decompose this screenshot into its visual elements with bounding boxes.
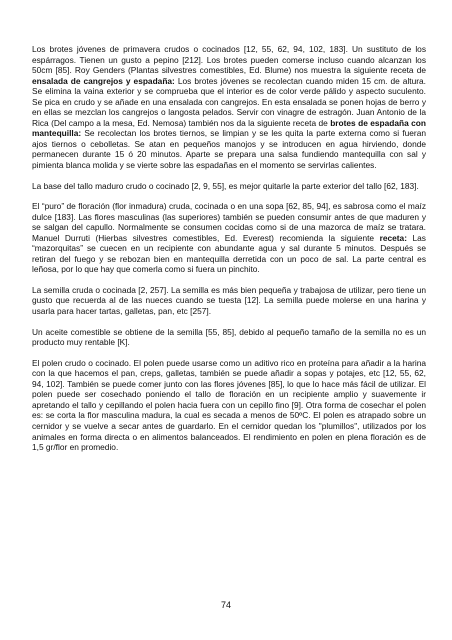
paragraph [32, 327, 426, 348]
text-segment: Los brotes jóvenes de primavera crudos o cocinados [12, 55, 62, 94, 102, 183]. Un sustituto de los espárragos. Tienen un gusto a pepino [212]. Los brotes pueden comerse incluso cuando alcanzan los 50cm [85]. Roy Genders (Plantas silvestres comestibles, Ed. Blume) nos muestra la siguiente receta de [32, 44, 426, 76]
text-segment: Un aceite comestible se obtiene de la semilla [55, 85], debido al pequeño tamaño de la semilla no es un producto muy rentable [K]. [32, 326, 426, 348]
bold-text: ensalada de cangrejos y espadaña: [32, 75, 175, 86]
paragraph [32, 201, 426, 275]
bold-text: receta: [379, 232, 407, 243]
text-segment: Los brotes jóvenes se recolectan cuando miden 15 cm. de altura. Se elimina la vaina exterior y se comprueba que el interior es de color verde pálido y aspecto suculento. Se pica en crudo y se añade en una ensalada con cangrejos. En esta ensalada se ponen hojas de berro y en ellas se mezclan los cangrejos o langosta pelados. Servir con vinagre de estragón. Juan Antonio de la Rica (Del campo a la mesa, Ed. Nemosa) también nos da la siguiente receta de [32, 75, 426, 128]
text-segment: La base del tallo maduro crudo o cocinado [2, 9, 55], es mejor quitarle la parte exterior del tallo [62, 183]. [32, 180, 419, 191]
paragraph [32, 181, 426, 192]
text-segment: El “puro” de floración (flor inmadura) cruda, cocinada o en una sopa [62, 85, 94], es sabrosa como el maíz dulce [183]. Las flores masculinas (las superiores) también se pueden consumir antes de que maduren y se salgan del capullo. Normalmente se consumen cocidas como si de una mazorca de maíz se tratara. Manuel Durruti (Hierbas silvestres comestibles, Ed. Everest) recomienda la siguiente [32, 201, 426, 243]
page-number: 74 [220, 600, 231, 610]
text-segment: La semilla cruda o cocinada [2, 257]. La semilla es más bien pequeña y trabajosa de utilizar, pero tiene un gusto que recuerda al de las nueces cuando se tuesta [12]. La semilla puede molerse en una harina y usarla para hacer tartas, galletas, pan, etc [257]. [32, 284, 426, 317]
text-segment: Se recolectan los brotes tiernos, se limpian y se les quita la parte externa como si fueran ajos tiernos o cebolletas. Se atan en pequeños manojos y se introducen en agua hirviendo, donde permanecen durante 15 ó 20 minutos. Aparte se prepara una salsa fundiendo mantequilla con sal y pimienta blanca molida y se vierte sobre las espadañas en el momento se servirlas calientes. [32, 128, 426, 171]
paragraph [32, 44, 426, 171]
paragraph [32, 285, 426, 317]
paragraph [32, 358, 426, 453]
page-body [32, 44, 426, 463]
text-segment: Las “mazorquitas” se cuecen en un recipiente con abundante agua y sal durante 5 minutos. Después se retiran del fuego y se rebozan bien en mantequilla derretida con un poco de sal. La parte central es leñosa, por lo que hay que comerla como si fuera un pinchito. [32, 232, 426, 275]
bold-text: brotes de espadaña con mantequilla: [32, 117, 426, 139]
text-segment: El polen crudo o cocinado. El polen puede usarse como un aditivo rico en proteína para añadir a la harina con la que hacemos el pan, creps, galletas, también se puede añadir a sopas y potajes, etc [12, 55, 62, 94, 102]. También se puede comer junto con las flores jóvenes [85], lo que lo hace más fácil de utilizar. El polen puede ser cosechado poniendo el tallo de floración en un recipiente amplio y suavemente ir apretando el tallo y cepillando el polen hacia fuera con un cepillo fino [9]. Otra forma de cosechar el polen es: se corta la flor masculina madura, la cual es secada a menos de 50ºC. El polen es atrapado sobre un cernidor y se vuelve a secar antes de guardarlo. En el cernidor quedan los "plumillos", utilizados por los animales en forma directa o en alimentos balanceados. El rendimiento en polen en plena floración es de 1,5 gr/flor en promedio. [32, 357, 426, 453]
